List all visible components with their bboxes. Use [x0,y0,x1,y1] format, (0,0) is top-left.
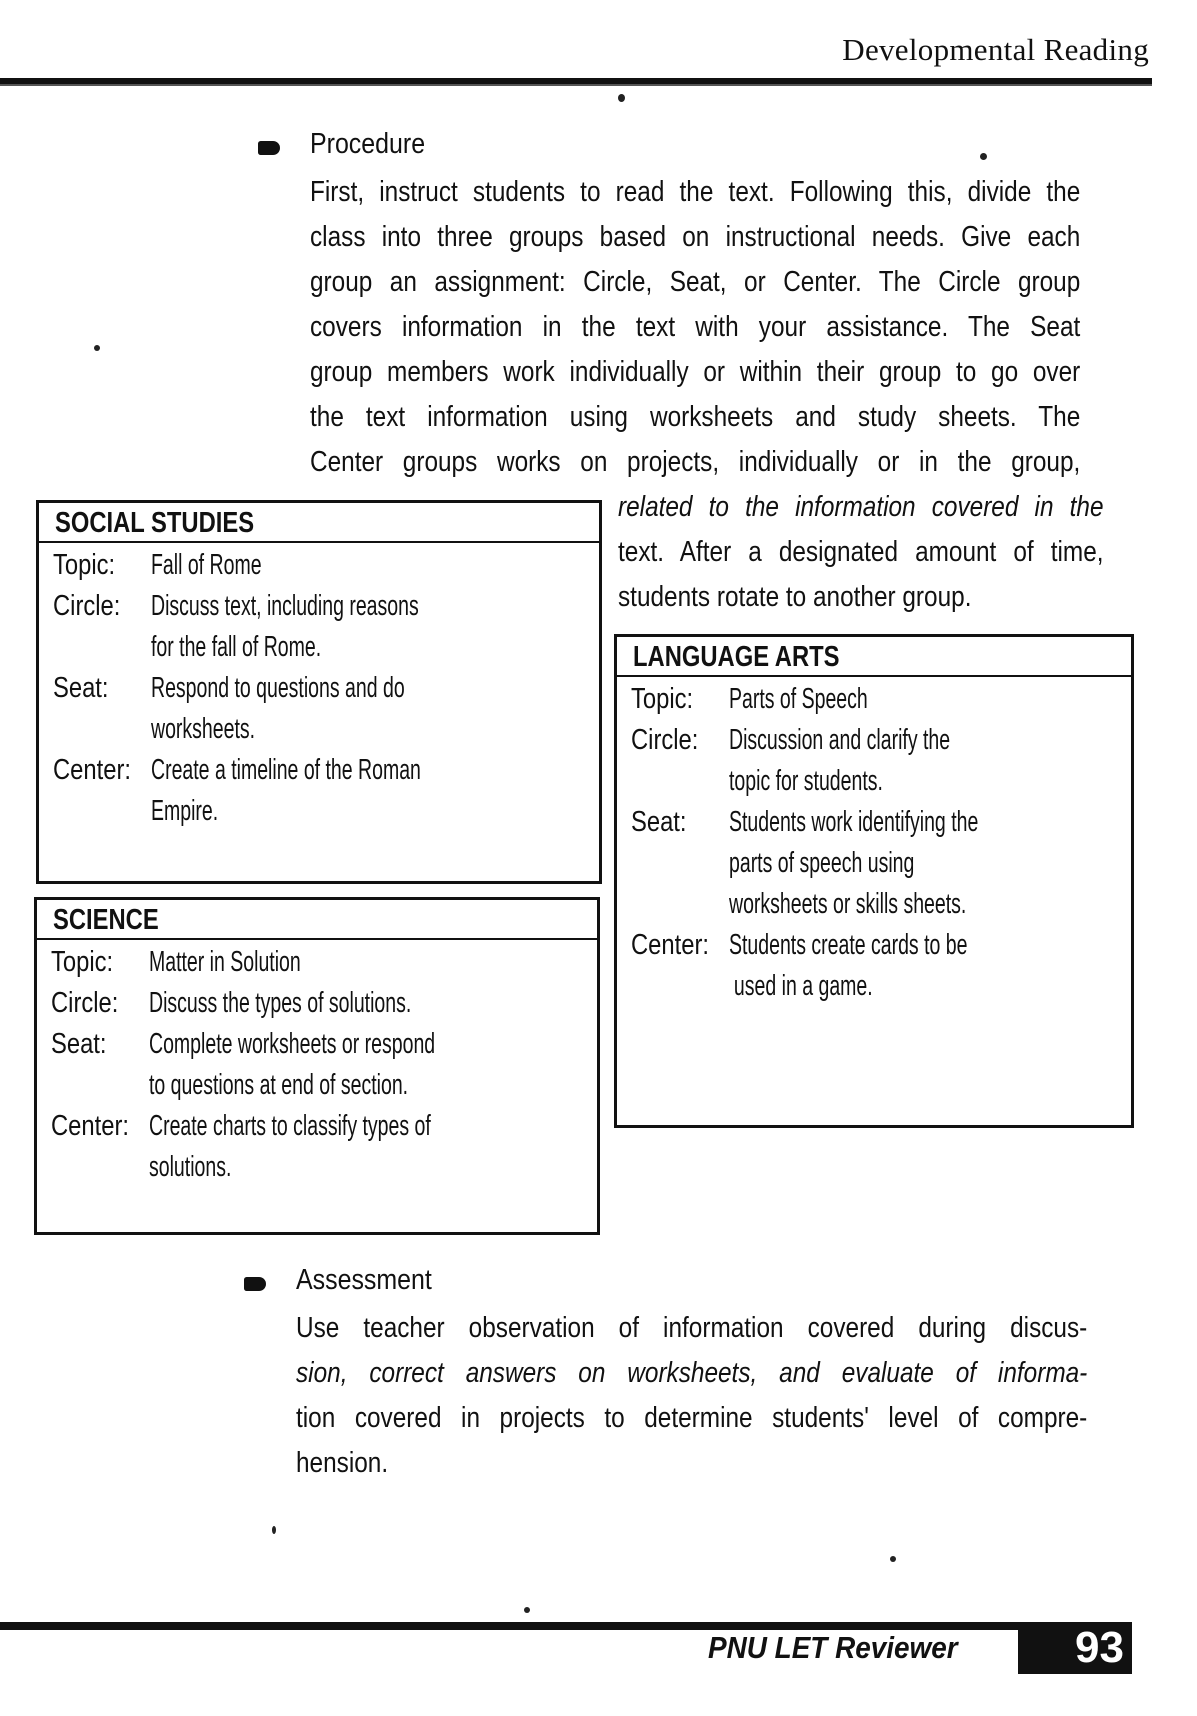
row-value: parts of speech using [729,847,915,879]
seat-row [53,668,599,750]
row-value: Create a timeline of the Roman [151,754,421,786]
box-title: SOCIAL STUDIES [39,503,599,543]
text-line: the text information using worksheets and study sheets. The [310,401,1081,433]
row-value: Parts of Speech [729,683,868,715]
center-row [631,925,1131,1007]
row-label: Topic: [51,946,114,978]
circle-row [51,983,597,1024]
footer-rule [0,1622,1132,1630]
seat-row [631,802,1131,925]
scan-speck [618,94,625,102]
scan-speck [94,345,100,351]
assessment-heading: Assessment [296,1264,432,1296]
row-value: Empire. [151,795,219,827]
topic-row [51,942,597,983]
row-value: worksheets or skills sheets. [729,888,967,920]
procedure-heading: Procedure [310,128,426,160]
text-line: students rotate to another group. [618,581,972,613]
text-line: sion, correct answers on worksheets, and evaluate of informa- [296,1357,1088,1389]
circle-row [53,586,599,668]
text-line: class into three groups based on instructional needs. Give each [310,221,1081,253]
circle-row [631,720,1131,802]
box-title: LANGUAGE ARTS [617,637,1131,677]
procedure-paragraph [310,170,1080,485]
footer-title: PNU LET Reviewer [708,1630,958,1665]
row-value: Fall of Rome [151,549,262,581]
text-line: Use teacher observation of information covered during discus- [296,1312,1088,1344]
assessment-paragraph [296,1306,1087,1486]
page-number: 93 [1018,1622,1132,1674]
text-line: hension. [296,1447,389,1479]
row-value: Discuss the types of solutions. [149,987,412,1019]
text-line: Center groups works on projects, individually or in the group, [310,446,1081,478]
bullet-icon [258,141,280,155]
row-label: Center: [53,754,131,786]
row-value: to questions at end of section. [149,1069,409,1101]
row-label: Topic: [631,683,694,715]
row-value: Create charts to classify types of [149,1110,431,1142]
row-label: Seat: [53,672,109,704]
scan-speck [524,1607,530,1613]
row-label: Circle: [631,724,699,756]
row-label: Seat: [51,1028,107,1060]
row-label: Seat: [631,806,687,838]
row-label: Circle: [53,590,121,622]
text-line: First, instruct students to read the text. Following this, divide the [310,176,1081,208]
row-value: used in a game. [733,970,873,1002]
row-value: worksheets. [151,713,256,745]
social-studies-box [36,500,602,884]
procedure-wrap-paragraph [618,485,1104,620]
center-row [53,750,599,832]
center-row [51,1106,597,1188]
row-label: Circle: [51,987,119,1019]
science-box [34,897,600,1235]
row-value: solutions. [149,1151,232,1183]
scan-speck [890,1556,896,1562]
running-head: Developmental Reading [842,32,1149,67]
header-rule [0,78,1152,86]
bullet-icon [244,1277,266,1291]
text-line: related to the information covered in the [618,491,1104,523]
text-line: text. After a designated amount of time, [618,536,1104,568]
scan-speck [980,153,987,160]
topic-row [53,545,599,586]
text-line: group members work individually or within their group to go over [310,356,1081,388]
row-value: Students work identifying the [729,806,979,838]
row-label: Center: [51,1110,129,1142]
text-line: group an assignment: Circle, Seat, or Center. The Circle group [310,266,1081,298]
box-title: SCIENCE [37,900,597,940]
row-value: Respond to questions and do [151,672,405,704]
row-label: Topic: [53,549,116,581]
topic-row [631,679,1131,720]
seat-row [51,1024,597,1106]
row-value: Complete worksheets or respond [149,1028,436,1060]
scan-speck [272,1526,276,1534]
row-label: Center: [631,929,709,961]
row-value: Matter in Solution [149,946,301,978]
text-line: tion covered in projects to determine students' level of compre- [296,1402,1088,1434]
row-value: Discussion and clarify the [729,724,951,756]
row-value: Discuss text, including reasons [151,590,419,622]
language-arts-box [614,634,1134,1128]
row-value: for the fall of Rome. [151,631,322,663]
row-value: Students create cards to be [729,929,968,961]
row-value: topic for students. [729,765,883,797]
text-line: covers information in the text with your assistance. The Seat [310,311,1081,343]
